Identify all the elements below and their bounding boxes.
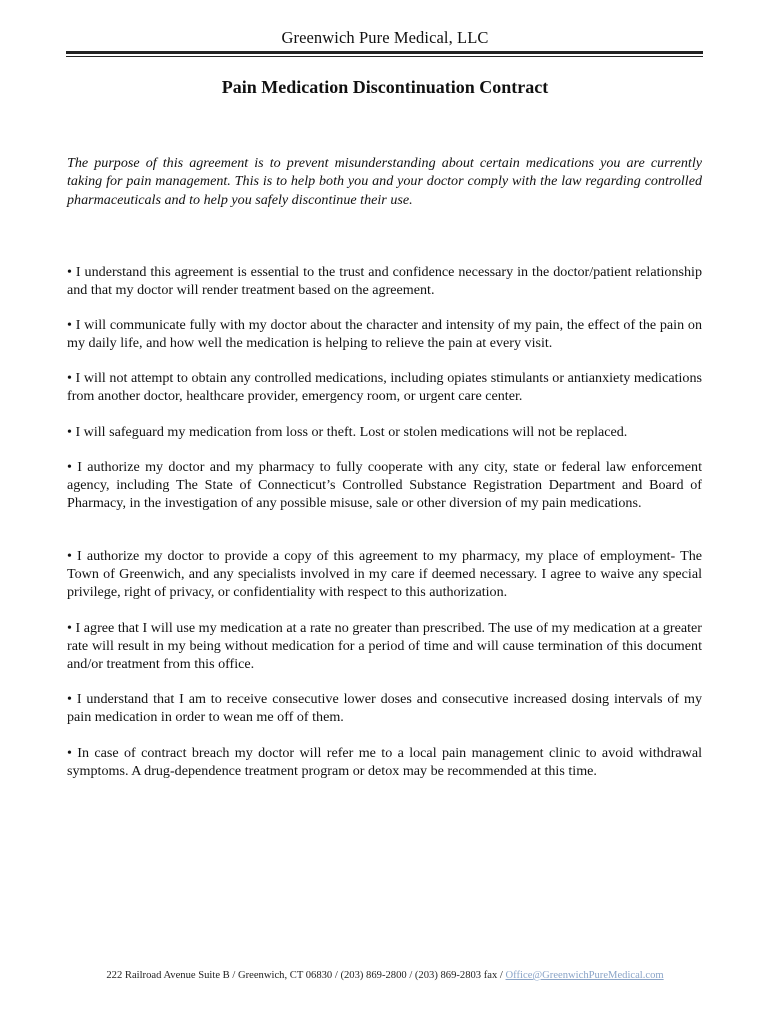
clause-communicate: • I will communicate fully with my doctor about the character and intensity of my pain, the effect of the pain on my daily life, and how well the medication is helping to relieve the pain at every visit. — [67, 317, 702, 351]
clause-share-agreement: • I authorize my doctor to provide a copy of this agreement to my pharmacy, my place of employment- The Town of Greenwich, and any specialists involved in my care if deemed necessary. I agree to waive any special privilege, right of privacy, or confidentiality with respect to this authorization. — [67, 548, 702, 600]
clause-trust: • I understand this agreement is essential to the trust and confidence necessary in the doctor/patient relationship and that my doctor will render treatment based on the agreement. — [67, 264, 702, 298]
document-title: Pain Medication Discontinuation Contract — [221, 77, 549, 97]
header-divider-thick — [66, 51, 703, 54]
footer-address: 222 Railroad Avenue Suite B / Greenwich, CT 06830 / (203) 869-2800 / (203) 869-2803 fax / — [106, 970, 506, 981]
clause-use-rate: • I agree that I will use my medication at a rate no greater than prescribed. The use of my medication at a greater rate will result in my being without medication for a period of time and will cause termination of this document and/or treatment from this office. — [67, 620, 702, 672]
clause-weaning: • I understand that I am to receive consecutive lower doses and consecutive increased dosing intervals of my pain medication in order to wean me off of them. — [67, 691, 702, 725]
clause-breach: • In case of contract breach my doctor will refer me to a local pain management clinic to avoid withdrawal symptoms. A drug-dependence treatment program or detox may be recommended at this time. — [67, 745, 702, 779]
intro-paragraph: The purpose of this agreement is to prevent misunderstanding about certain medications you are currently taking for pain management. This is to help both you and your doctor comply with the law regarding controlled pharmaceuticals and to help you safely discontinue their use. — [67, 155, 702, 208]
footer-email-link[interactable]: Office@GreenwichPureMedical.com — [505, 970, 664, 981]
clause-safeguard: • I will safeguard my medication from loss or theft. Lost or stolen medications will not be replaced. — [67, 424, 628, 440]
header-divider-thin — [66, 56, 703, 57]
clause-no-other-providers: • I will not attempt to obtain any controlled medications, including opiates stimulants or antianxiety medications from another doctor, healthcare provider, emergency room, or urgent care center. — [67, 370, 702, 404]
header-company-name: Greenwich Pure Medical, LLC — [281, 28, 489, 47]
footer — [0, 970, 770, 981]
clause-law-enforcement: • I authorize my doctor and my pharmacy to fully cooperate with any city, state or federal law enforcement agency, including The State of Connecticut’s Controlled Substance Registration Department and Board of Pharmacy, in the investigation of any possible misuse, sale or other diversion of my pain medications. — [67, 459, 702, 511]
